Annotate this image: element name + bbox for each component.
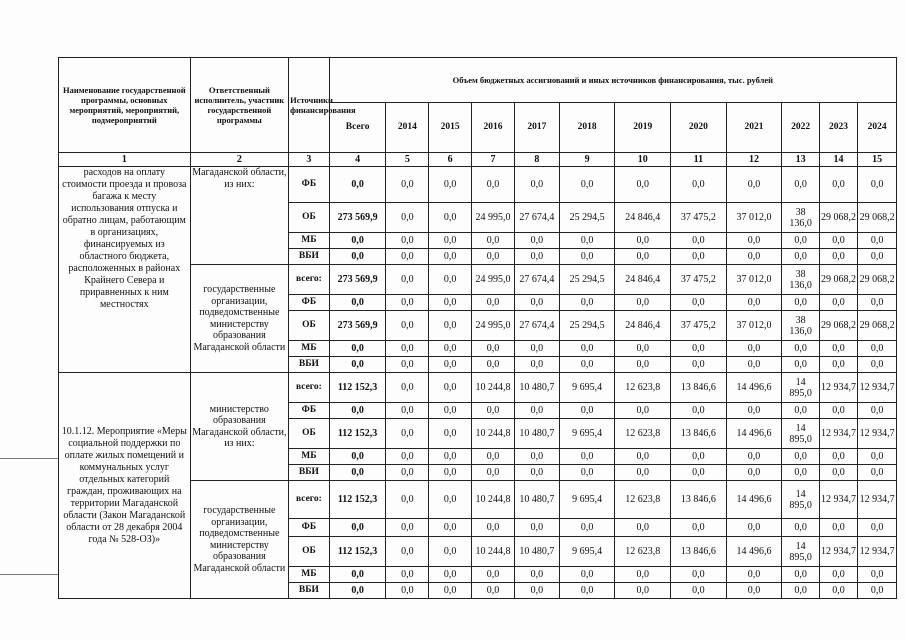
year-amount: 12 623,8 bbox=[615, 537, 671, 567]
total-amount: 0,0 bbox=[329, 567, 386, 583]
year-amount: 14 895,0 bbox=[782, 537, 819, 567]
year-amount: 0,0 bbox=[671, 341, 727, 357]
year-amount: 0,0 bbox=[386, 357, 429, 373]
year-amount: 0,0 bbox=[429, 203, 472, 233]
funding-source: МБ bbox=[289, 449, 330, 465]
index-cell: 2 bbox=[190, 153, 288, 167]
year-amount: 12 934,7 bbox=[858, 373, 897, 403]
year-amount: 0,0 bbox=[386, 481, 429, 519]
header-year: 2024 bbox=[858, 103, 897, 153]
year-amount: 10 244,8 bbox=[472, 373, 515, 403]
year-amount: 0,0 bbox=[782, 233, 819, 249]
header-year: 2017 bbox=[514, 103, 559, 153]
year-amount: 0,0 bbox=[858, 357, 897, 373]
table-row bbox=[59, 167, 897, 203]
total-amount: 112 152,3 bbox=[329, 481, 386, 519]
year-amount: 38 136,0 bbox=[782, 203, 819, 233]
year-amount: 0,0 bbox=[386, 341, 429, 357]
year-amount: 0,0 bbox=[429, 167, 472, 203]
year-amount: 0,0 bbox=[726, 357, 782, 373]
year-amount: 0,0 bbox=[559, 465, 615, 481]
year-amount: 0,0 bbox=[671, 249, 727, 265]
year-amount: 0,0 bbox=[429, 583, 472, 599]
year-amount: 0,0 bbox=[671, 583, 727, 599]
total-amount: 0,0 bbox=[329, 449, 386, 465]
index-row bbox=[59, 153, 897, 167]
year-amount: 0,0 bbox=[559, 403, 615, 419]
year-amount: 0,0 bbox=[615, 403, 671, 419]
year-amount: 0,0 bbox=[858, 403, 897, 419]
year-amount: 12 934,7 bbox=[819, 537, 858, 567]
header-year: 2014 bbox=[386, 103, 429, 153]
total-amount: 0,0 bbox=[329, 233, 386, 249]
funding-source: ВБИ bbox=[289, 357, 330, 373]
year-amount: 0,0 bbox=[726, 567, 782, 583]
year-amount: 24 846,4 bbox=[615, 203, 671, 233]
year-amount: 0,0 bbox=[559, 249, 615, 265]
year-amount: 0,0 bbox=[615, 233, 671, 249]
year-amount: 0,0 bbox=[429, 295, 472, 311]
year-amount: 0,0 bbox=[615, 583, 671, 599]
year-amount: 29 068,2 bbox=[819, 265, 858, 295]
year-amount: 0,0 bbox=[671, 403, 727, 419]
year-amount: 0,0 bbox=[858, 233, 897, 249]
index-cell: 4 bbox=[329, 153, 386, 167]
index-cell: 3 bbox=[289, 153, 330, 167]
year-amount: 0,0 bbox=[386, 311, 429, 341]
total-amount: 0,0 bbox=[329, 167, 386, 203]
year-amount: 0,0 bbox=[671, 233, 727, 249]
total-amount: 273 569,9 bbox=[329, 311, 386, 341]
year-amount: 0,0 bbox=[514, 357, 559, 373]
year-amount: 0,0 bbox=[472, 295, 515, 311]
year-amount: 0,0 bbox=[615, 519, 671, 537]
year-amount: 0,0 bbox=[782, 341, 819, 357]
scan-artifact-line bbox=[0, 574, 58, 575]
year-amount: 24 846,4 bbox=[615, 311, 671, 341]
year-amount: 0,0 bbox=[559, 449, 615, 465]
year-amount: 37 012,0 bbox=[726, 265, 782, 295]
year-amount: 0,0 bbox=[514, 295, 559, 311]
year-amount: 24 846,4 bbox=[615, 265, 671, 295]
year-amount: 10 244,8 bbox=[472, 537, 515, 567]
funding-source: ОБ bbox=[289, 203, 330, 233]
header-year: 2023 bbox=[819, 103, 858, 153]
header-volume: Объем бюджетных ассигнований и иных источников финансирования, тыс. рублей bbox=[329, 58, 896, 103]
year-amount: 38 136,0 bbox=[782, 265, 819, 295]
year-amount: 37 012,0 bbox=[726, 203, 782, 233]
year-amount: 0,0 bbox=[726, 295, 782, 311]
year-amount: 27 674,4 bbox=[514, 203, 559, 233]
year-amount: 0,0 bbox=[514, 465, 559, 481]
year-amount: 0,0 bbox=[472, 567, 515, 583]
year-amount: 0,0 bbox=[819, 167, 858, 203]
year-amount: 0,0 bbox=[429, 249, 472, 265]
year-amount: 0,0 bbox=[671, 167, 727, 203]
funding-source: ВБИ bbox=[289, 583, 330, 599]
year-amount: 0,0 bbox=[858, 465, 897, 481]
year-amount: 0,0 bbox=[819, 403, 858, 419]
funding-source: ФБ bbox=[289, 519, 330, 537]
year-amount: 0,0 bbox=[514, 567, 559, 583]
header-year: 2018 bbox=[559, 103, 615, 153]
year-amount: 12 934,7 bbox=[858, 419, 897, 449]
year-amount: 0,0 bbox=[472, 519, 515, 537]
year-amount: 9 695,4 bbox=[559, 481, 615, 519]
year-amount: 0,0 bbox=[819, 567, 858, 583]
year-amount: 10 480,7 bbox=[514, 481, 559, 519]
header-row bbox=[59, 58, 897, 103]
year-amount: 0,0 bbox=[386, 295, 429, 311]
funding-source: ФБ bbox=[289, 295, 330, 311]
year-amount: 24 995,0 bbox=[472, 203, 515, 233]
year-amount: 0,0 bbox=[726, 403, 782, 419]
year-amount: 0,0 bbox=[671, 449, 727, 465]
year-amount: 0,0 bbox=[671, 465, 727, 481]
year-amount: 0,0 bbox=[429, 567, 472, 583]
year-amount: 0,0 bbox=[726, 249, 782, 265]
funding-source: МБ bbox=[289, 567, 330, 583]
year-amount: 0,0 bbox=[386, 567, 429, 583]
header-total: Всего bbox=[329, 103, 386, 153]
year-amount: 9 695,4 bbox=[559, 419, 615, 449]
year-amount: 0,0 bbox=[782, 465, 819, 481]
year-amount: 0,0 bbox=[819, 233, 858, 249]
year-amount: 0,0 bbox=[858, 249, 897, 265]
year-amount: 0,0 bbox=[514, 403, 559, 419]
year-amount: 0,0 bbox=[429, 233, 472, 249]
year-amount: 0,0 bbox=[386, 233, 429, 249]
year-amount: 0,0 bbox=[615, 357, 671, 373]
total-amount: 273 569,9 bbox=[329, 203, 386, 233]
funding-source: всего: bbox=[289, 265, 330, 295]
year-amount: 0,0 bbox=[386, 249, 429, 265]
year-amount: 0,0 bbox=[429, 537, 472, 567]
funding-source: ОБ bbox=[289, 311, 330, 341]
funding-source: ФБ bbox=[289, 167, 330, 203]
index-cell: 5 bbox=[386, 153, 429, 167]
year-amount: 12 623,8 bbox=[615, 373, 671, 403]
year-amount: 14 496,6 bbox=[726, 419, 782, 449]
year-amount: 0,0 bbox=[429, 311, 472, 341]
year-amount: 0,0 bbox=[472, 403, 515, 419]
header-year: 2020 bbox=[671, 103, 727, 153]
table-row bbox=[59, 373, 897, 403]
year-amount: 0,0 bbox=[858, 167, 897, 203]
year-amount: 9 695,4 bbox=[559, 537, 615, 567]
year-amount: 0,0 bbox=[429, 265, 472, 295]
year-amount: 0,0 bbox=[472, 249, 515, 265]
year-amount: 27 674,4 bbox=[514, 311, 559, 341]
year-amount: 0,0 bbox=[472, 233, 515, 249]
total-amount: 112 152,3 bbox=[329, 419, 386, 449]
year-amount: 14 496,6 bbox=[726, 481, 782, 519]
index-cell: 13 bbox=[782, 153, 819, 167]
year-amount: 10 480,7 bbox=[514, 419, 559, 449]
year-amount: 0,0 bbox=[559, 295, 615, 311]
year-amount: 0,0 bbox=[819, 295, 858, 311]
index-cell: 10 bbox=[615, 153, 671, 167]
year-amount: 0,0 bbox=[671, 357, 727, 373]
year-amount: 0,0 bbox=[819, 449, 858, 465]
year-amount: 0,0 bbox=[671, 567, 727, 583]
year-amount: 0,0 bbox=[472, 167, 515, 203]
year-amount: 29 068,2 bbox=[858, 203, 897, 233]
year-amount: 0,0 bbox=[514, 449, 559, 465]
year-amount: 10 480,7 bbox=[514, 373, 559, 403]
year-amount: 0,0 bbox=[429, 449, 472, 465]
header-year: 2021 bbox=[726, 103, 782, 153]
year-amount: 29 068,2 bbox=[819, 203, 858, 233]
year-amount: 0,0 bbox=[819, 465, 858, 481]
total-amount: 0,0 bbox=[329, 403, 386, 419]
responsible-executor: государственные организации, подведомственные министерству образования Магаданской области bbox=[190, 481, 288, 599]
year-amount: 12 934,7 bbox=[858, 481, 897, 519]
funding-source: ОБ bbox=[289, 537, 330, 567]
year-amount: 24 995,0 bbox=[472, 311, 515, 341]
total-amount: 0,0 bbox=[329, 295, 386, 311]
year-amount: 37 475,2 bbox=[671, 265, 727, 295]
year-amount: 0,0 bbox=[514, 519, 559, 537]
year-amount: 0,0 bbox=[819, 357, 858, 373]
year-amount: 0,0 bbox=[726, 449, 782, 465]
year-amount: 0,0 bbox=[386, 203, 429, 233]
funding-source: ФБ bbox=[289, 403, 330, 419]
index-cell: 15 bbox=[858, 153, 897, 167]
year-amount: 14 895,0 bbox=[782, 419, 819, 449]
year-amount: 0,0 bbox=[726, 167, 782, 203]
responsible-executor: министерство образования Магаданской области, из них: bbox=[190, 373, 288, 481]
year-amount: 12 934,7 bbox=[819, 419, 858, 449]
year-amount: 0,0 bbox=[615, 465, 671, 481]
year-amount: 0,0 bbox=[559, 233, 615, 249]
year-amount: 0,0 bbox=[615, 449, 671, 465]
header-year: 2022 bbox=[782, 103, 819, 153]
year-amount: 0,0 bbox=[559, 567, 615, 583]
index-cell: 8 bbox=[514, 153, 559, 167]
index-cell: 14 bbox=[819, 153, 858, 167]
year-amount: 0,0 bbox=[429, 373, 472, 403]
year-amount: 0,0 bbox=[472, 357, 515, 373]
year-amount: 37 475,2 bbox=[671, 311, 727, 341]
year-amount: 0,0 bbox=[386, 537, 429, 567]
year-amount: 12 934,7 bbox=[819, 481, 858, 519]
year-amount: 0,0 bbox=[819, 583, 858, 599]
year-amount: 12 623,8 bbox=[615, 419, 671, 449]
header-sources: Источники финансирования bbox=[289, 58, 330, 153]
funding-source: ВБИ bbox=[289, 249, 330, 265]
year-amount: 0,0 bbox=[429, 357, 472, 373]
year-amount: 0,0 bbox=[858, 295, 897, 311]
year-amount: 0,0 bbox=[858, 341, 897, 357]
year-amount: 0,0 bbox=[386, 167, 429, 203]
year-amount: 0,0 bbox=[615, 249, 671, 265]
header-program: Наименование государственной программы, основных мероприятий, мероприятий, подмероприятий bbox=[59, 58, 191, 153]
year-amount: 0,0 bbox=[782, 295, 819, 311]
year-amount: 0,0 bbox=[429, 481, 472, 519]
year-amount: 0,0 bbox=[514, 249, 559, 265]
index-cell: 9 bbox=[559, 153, 615, 167]
year-amount: 25 294,5 bbox=[559, 265, 615, 295]
year-amount: 0,0 bbox=[819, 341, 858, 357]
year-amount: 0,0 bbox=[514, 167, 559, 203]
year-amount: 0,0 bbox=[429, 519, 472, 537]
responsible-executor: государственные организации, подведомственные министерству образования Магаданской области bbox=[190, 265, 288, 373]
year-amount: 13 846,6 bbox=[671, 373, 727, 403]
year-amount: 0,0 bbox=[559, 341, 615, 357]
year-amount: 13 846,6 bbox=[671, 419, 727, 449]
year-amount: 27 674,4 bbox=[514, 265, 559, 295]
year-amount: 0,0 bbox=[559, 357, 615, 373]
year-amount: 10 244,8 bbox=[472, 419, 515, 449]
year-amount: 0,0 bbox=[671, 519, 727, 537]
year-amount: 0,0 bbox=[559, 583, 615, 599]
year-amount: 0,0 bbox=[782, 449, 819, 465]
index-cell: 6 bbox=[429, 153, 472, 167]
year-amount: 0,0 bbox=[386, 265, 429, 295]
year-amount: 10 244,8 bbox=[472, 481, 515, 519]
year-amount: 37 012,0 bbox=[726, 311, 782, 341]
year-amount: 0,0 bbox=[782, 249, 819, 265]
year-amount: 0,0 bbox=[726, 233, 782, 249]
year-amount: 29 068,2 bbox=[858, 311, 897, 341]
year-amount: 14 895,0 bbox=[782, 373, 819, 403]
year-amount: 13 846,6 bbox=[671, 481, 727, 519]
index-cell: 7 bbox=[472, 153, 515, 167]
year-amount: 13 846,6 bbox=[671, 537, 727, 567]
year-amount: 0,0 bbox=[726, 583, 782, 599]
year-amount: 0,0 bbox=[429, 341, 472, 357]
year-amount: 29 068,2 bbox=[819, 311, 858, 341]
year-amount: 0,0 bbox=[472, 341, 515, 357]
year-amount: 38 136,0 bbox=[782, 311, 819, 341]
total-amount: 112 152,3 bbox=[329, 537, 386, 567]
year-amount: 0,0 bbox=[514, 341, 559, 357]
program-description: расходов на оплату стоимости проезда и провоза багажа к месту использования отпуска и обратно лицам, работающим в организациях, финансируемых из областного бюджета, расположенных в районах Крайнего Севера и приравненных к ним местностях bbox=[59, 167, 191, 373]
year-amount: 0,0 bbox=[819, 249, 858, 265]
year-amount: 0,0 bbox=[858, 583, 897, 599]
total-amount: 112 152,3 bbox=[329, 373, 386, 403]
year-amount: 0,0 bbox=[386, 403, 429, 419]
year-amount: 0,0 bbox=[559, 167, 615, 203]
year-amount: 0,0 bbox=[386, 519, 429, 537]
year-amount: 0,0 bbox=[514, 233, 559, 249]
year-amount: 9 695,4 bbox=[559, 373, 615, 403]
year-amount: 25 294,5 bbox=[559, 203, 615, 233]
year-amount: 24 995,0 bbox=[472, 265, 515, 295]
year-amount: 0,0 bbox=[782, 167, 819, 203]
funding-source: ОБ bbox=[289, 419, 330, 449]
year-amount: 12 934,7 bbox=[819, 373, 858, 403]
year-amount: 0,0 bbox=[514, 583, 559, 599]
index-cell: 12 bbox=[726, 153, 782, 167]
index-cell: 11 bbox=[671, 153, 727, 167]
year-amount: 0,0 bbox=[858, 519, 897, 537]
year-amount: 0,0 bbox=[819, 519, 858, 537]
header-year: 2019 bbox=[615, 103, 671, 153]
funding-source: МБ bbox=[289, 233, 330, 249]
scan-artifact-line bbox=[0, 458, 58, 459]
funding-source: всего: bbox=[289, 481, 330, 519]
total-amount: 0,0 bbox=[329, 519, 386, 537]
year-amount: 0,0 bbox=[472, 583, 515, 599]
year-amount: 14 496,6 bbox=[726, 373, 782, 403]
year-amount: 0,0 bbox=[429, 465, 472, 481]
year-amount: 29 068,2 bbox=[858, 265, 897, 295]
year-amount: 0,0 bbox=[726, 465, 782, 481]
responsible-executor: Магаданской области, из них: bbox=[190, 167, 288, 265]
year-amount: 0,0 bbox=[671, 295, 727, 311]
total-amount: 0,0 bbox=[329, 357, 386, 373]
year-amount: 0,0 bbox=[472, 449, 515, 465]
year-amount: 0,0 bbox=[726, 341, 782, 357]
funding-source: ВБИ bbox=[289, 465, 330, 481]
year-amount: 14 895,0 bbox=[782, 481, 819, 519]
index-cell: 1 bbox=[59, 153, 191, 167]
budget-table bbox=[58, 57, 897, 599]
year-amount: 0,0 bbox=[615, 567, 671, 583]
total-amount: 0,0 bbox=[329, 249, 386, 265]
year-amount: 0,0 bbox=[386, 583, 429, 599]
year-amount: 0,0 bbox=[429, 419, 472, 449]
total-amount: 0,0 bbox=[329, 465, 386, 481]
total-amount: 273 569,9 bbox=[329, 265, 386, 295]
year-amount: 0,0 bbox=[726, 519, 782, 537]
year-amount: 25 294,5 bbox=[559, 311, 615, 341]
total-amount: 0,0 bbox=[329, 583, 386, 599]
program-description: 10.1.12. Мероприятие «Меры социальной поддержки по оплате жилых помещений и коммунальных услуг отдельных категорий граждан, проживающих на территории Магаданской области (Закон Магаданской области от 28 декабря 2004 года № 528-ОЗ)» bbox=[59, 373, 191, 599]
year-amount: 0,0 bbox=[782, 567, 819, 583]
year-amount: 37 475,2 bbox=[671, 203, 727, 233]
year-amount: 0,0 bbox=[782, 403, 819, 419]
year-amount: 0,0 bbox=[782, 583, 819, 599]
total-amount: 0,0 bbox=[329, 341, 386, 357]
year-amount: 0,0 bbox=[615, 167, 671, 203]
year-amount: 0,0 bbox=[615, 341, 671, 357]
year-amount: 0,0 bbox=[386, 449, 429, 465]
year-amount: 0,0 bbox=[386, 373, 429, 403]
year-amount: 0,0 bbox=[429, 403, 472, 419]
funding-source: всего: bbox=[289, 373, 330, 403]
year-amount: 0,0 bbox=[386, 419, 429, 449]
year-amount: 14 496,6 bbox=[726, 537, 782, 567]
funding-source: МБ bbox=[289, 341, 330, 357]
year-amount: 0,0 bbox=[615, 295, 671, 311]
year-amount: 0,0 bbox=[386, 465, 429, 481]
year-amount: 0,0 bbox=[858, 449, 897, 465]
year-amount: 0,0 bbox=[782, 357, 819, 373]
year-amount: 12 623,8 bbox=[615, 481, 671, 519]
header-responsible: Ответственный исполнитель, участник государственной программы bbox=[190, 58, 288, 153]
year-amount: 10 480,7 bbox=[514, 537, 559, 567]
year-amount: 0,0 bbox=[472, 465, 515, 481]
year-amount: 0,0 bbox=[782, 519, 819, 537]
header-year: 2015 bbox=[429, 103, 472, 153]
year-amount: 12 934,7 bbox=[858, 537, 897, 567]
year-amount: 0,0 bbox=[559, 519, 615, 537]
header-year: 2016 bbox=[472, 103, 515, 153]
year-amount: 0,0 bbox=[858, 567, 897, 583]
